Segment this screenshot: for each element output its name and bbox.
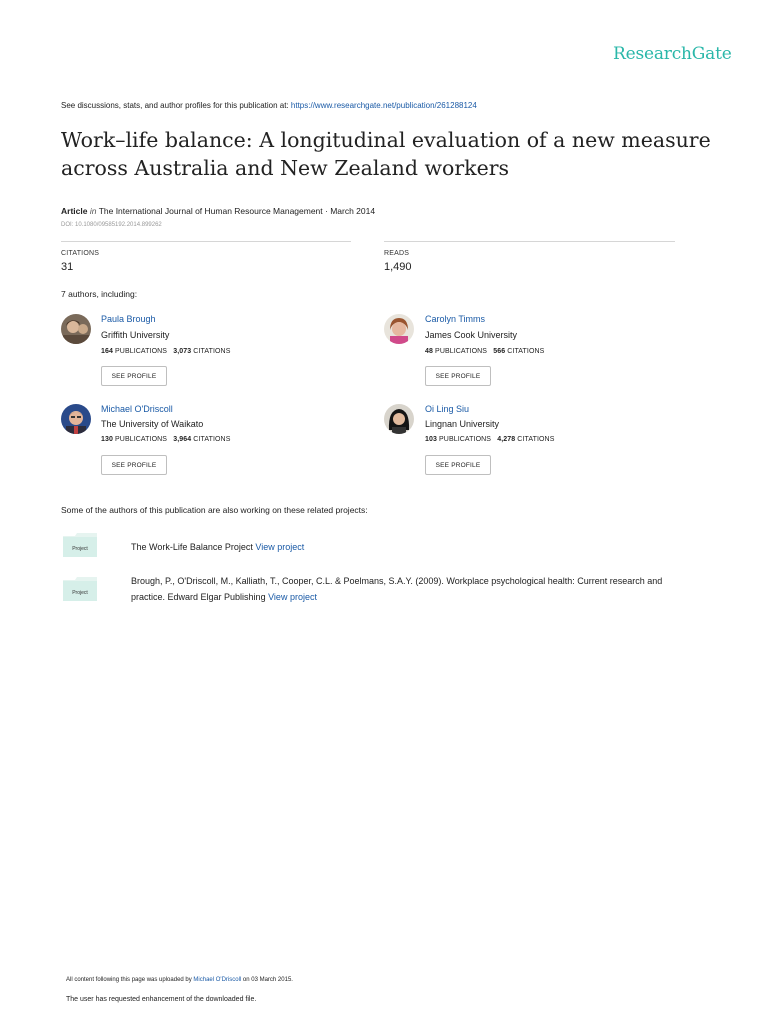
avatar[interactable] <box>384 404 414 434</box>
publication-url-link[interactable]: https://www.researchgate.net/publication/261288124 <box>290 101 477 110</box>
project-title: The Work-Life Balance Project <box>131 542 253 552</box>
author-publications-count: 130 <box>101 436 113 443</box>
author-stats <box>101 436 230 443</box>
related-projects-heading: Some of the authors of this publication are also working on these related projects: <box>61 505 368 515</box>
author-name-link[interactable]: Michael O'Driscoll <box>101 404 173 414</box>
divider <box>384 241 675 242</box>
divider <box>61 241 351 242</box>
author-name-link[interactable]: Carolyn Timms <box>425 314 486 324</box>
project-folder-icon[interactable] <box>63 533 97 557</box>
folder-label: Project <box>72 590 88 596</box>
view-project-link[interactable]: View project <box>268 591 317 602</box>
avatar[interactable] <box>61 314 91 344</box>
upload-footer <box>66 977 293 983</box>
project-item <box>131 574 662 605</box>
view-project-link[interactable]: View project <box>255 542 305 552</box>
authors-heading: 7 authors, including: <box>61 289 138 299</box>
citations-label: CITATIONS <box>517 436 555 443</box>
footer-suffix: on 03 March 2015. <box>241 977 293 983</box>
author-institution: Griffith University <box>101 330 170 340</box>
project-citation-line: Brough, P., O'Driscoll, M., Kalliath, T., Cooper, C.L. & Poelmans, S.A.Y. (2009). Workplace psychological health: Current research and <box>131 576 663 586</box>
see-profile-button[interactable]: SEE PROFILE <box>101 366 167 386</box>
author-institution: James Cook University <box>425 330 518 340</box>
see-profile-button[interactable]: SEE PROFILE <box>425 366 491 386</box>
author-name-link[interactable]: Paula Brough <box>101 314 156 324</box>
publications-label: PUBLICATIONS <box>115 436 168 443</box>
citations-count: 31 <box>61 261 74 273</box>
author-stats <box>425 348 544 355</box>
citations-label: CITATIONS <box>193 348 231 355</box>
footer-prefix: All content following this page was uploaded by <box>66 977 194 983</box>
author-institution: The University of Waikato <box>101 419 204 429</box>
doi[interactable]: DOI: 10.1080/09585192.2014.899262 <box>61 222 162 228</box>
author-stats <box>425 436 554 443</box>
author-publications-count: 164 <box>101 348 113 355</box>
uploader-link[interactable]: Michael O'Driscoll <box>193 977 242 983</box>
enhancement-note: The user has requested enhancement of the downloaded file. <box>66 996 257 1003</box>
researchgate-logo[interactable]: ResearchGate <box>613 44 732 64</box>
reads-label: READS <box>384 250 410 257</box>
citations-label: CITATIONS <box>507 348 545 355</box>
see-line-prefix: See discussions, stats, and author profiles for this publication at: <box>61 101 291 110</box>
citations-label: CITATIONS <box>61 250 100 257</box>
journal-name[interactable]: The International Journal of Human Resource Management · March 2014 <box>98 206 376 216</box>
folder-label: Project <box>72 546 88 552</box>
publications-label: PUBLICATIONS <box>115 348 168 355</box>
author-publications-count: 48 <box>425 348 433 355</box>
reads-count: 1,490 <box>384 261 412 273</box>
article-in: in <box>89 206 97 216</box>
project-folder-icon[interactable] <box>63 577 97 601</box>
author-citations-count: 566 <box>493 348 506 355</box>
author-publications-count: 103 <box>425 436 437 443</box>
author-citations-count: 3,073 <box>173 348 192 355</box>
author-institution: Lingnan University <box>425 419 500 429</box>
project-item <box>131 540 304 556</box>
publications-label: PUBLICATIONS <box>439 436 492 443</box>
see-profile-button[interactable]: SEE PROFILE <box>425 455 491 475</box>
see-profile-button[interactable]: SEE PROFILE <box>101 455 167 475</box>
avatar[interactable] <box>61 404 91 434</box>
author-citations-count: 3,964 <box>173 436 192 443</box>
publications-label: PUBLICATIONS <box>435 348 488 355</box>
article-meta <box>61 206 375 216</box>
citations-label: CITATIONS <box>193 436 231 443</box>
article-type: Article <box>61 206 88 216</box>
project-citation-line: practice. Edward Elgar Publishing <box>131 591 266 602</box>
author-name-link[interactable]: Oi Ling Siu <box>425 404 470 414</box>
author-stats <box>101 348 230 355</box>
author-citations-count: 4,278 <box>497 436 516 443</box>
see-profiles-line <box>61 101 477 110</box>
avatar[interactable] <box>384 314 414 344</box>
page-title: Work–life balance: A longitudinal evaluation of a new measure across Australia and New Zealand workers <box>61 128 711 180</box>
